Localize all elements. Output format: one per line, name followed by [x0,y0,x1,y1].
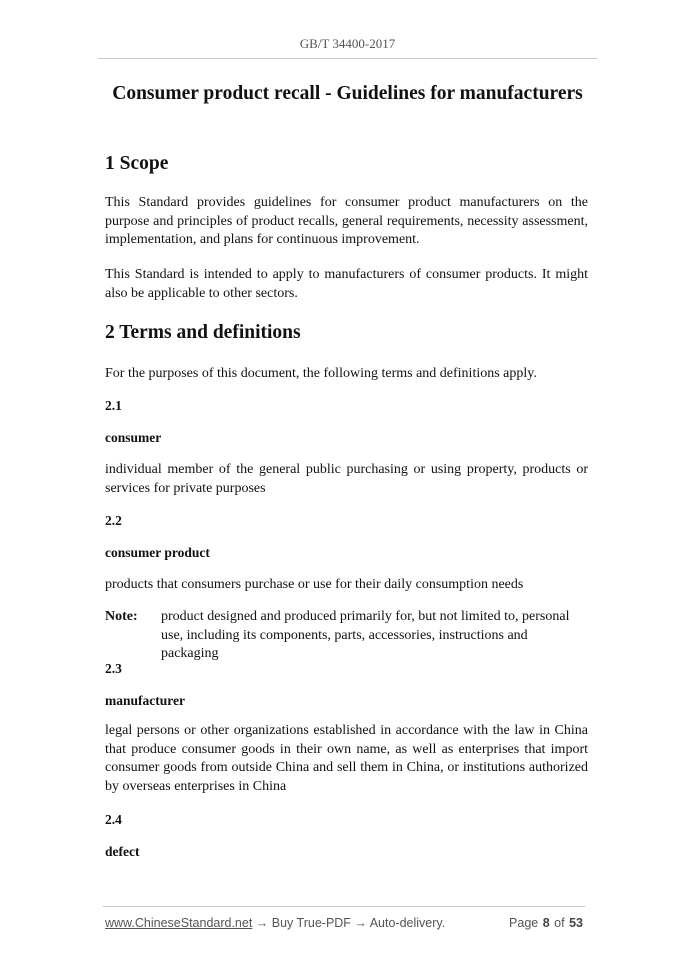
term-note [105,608,588,664]
document-title: Consumer product recall - Guidelines for manufacturers [112,83,583,104]
page-label: Page [509,916,539,930]
term-name: manufacturer [105,693,185,708]
term-number: 2.2 [105,513,122,528]
section-heading-terms: 2 Terms and definitions [105,322,301,343]
term-definition: legal persons or other organizations established in accordance with the law in China that produce consumer goods in their own name, as well as enterprises that import consumer goods from outside China and sell them in China, or institutions authorized by overseas enterprises in China [105,723,588,794]
term-name: defect [105,844,140,859]
note-label: Note: [105,609,138,624]
page-header-standard-code: GB/T 34400-2017 [299,36,396,51]
term-name: consumer product [105,545,210,560]
page-indicator [508,915,583,931]
term-name: consumer [105,430,162,445]
note-text: product designed and produced primarily for, but not limited to, personal use, including its components, parts, accessories, instructions and packaging [161,609,570,661]
header-divider [98,58,597,59]
footer-divider [103,906,585,907]
term-number: 2.4 [105,812,122,827]
term-number: 2.1 [105,398,122,413]
terms-intro: For the purposes of this document, the following terms and definitions apply. [105,366,537,381]
website-link[interactable]: www.ChineseStandard.net [105,916,253,930]
page-footer [105,915,583,931]
page-total: 53 [569,916,583,930]
term-definition: products that consumers purchase or use for their daily consumption needs [105,577,524,592]
scope-paragraph-1: This Standard provides guidelines for consumer product manufacturers on the purpose and principles of product recalls, general requirements, necessity assessment, implementation, and plans for continuous improvement. [105,195,588,247]
footer-promo [105,915,445,931]
page-of-label: of [554,916,565,930]
section-heading-scope: 1 Scope [105,153,169,174]
term-definition: individual member of the general public purchasing or using property, products or services for private purposes [105,462,588,496]
term-number: 2.3 [105,661,122,676]
scope-paragraph-2: This Standard is intended to apply to manufacturers of consumer products. It might also be applicable to other sectors. [105,267,588,301]
page-current: 8 [542,916,550,930]
footer-promo-text: → Buy True-PDF → Auto-delivery. [252,916,446,930]
